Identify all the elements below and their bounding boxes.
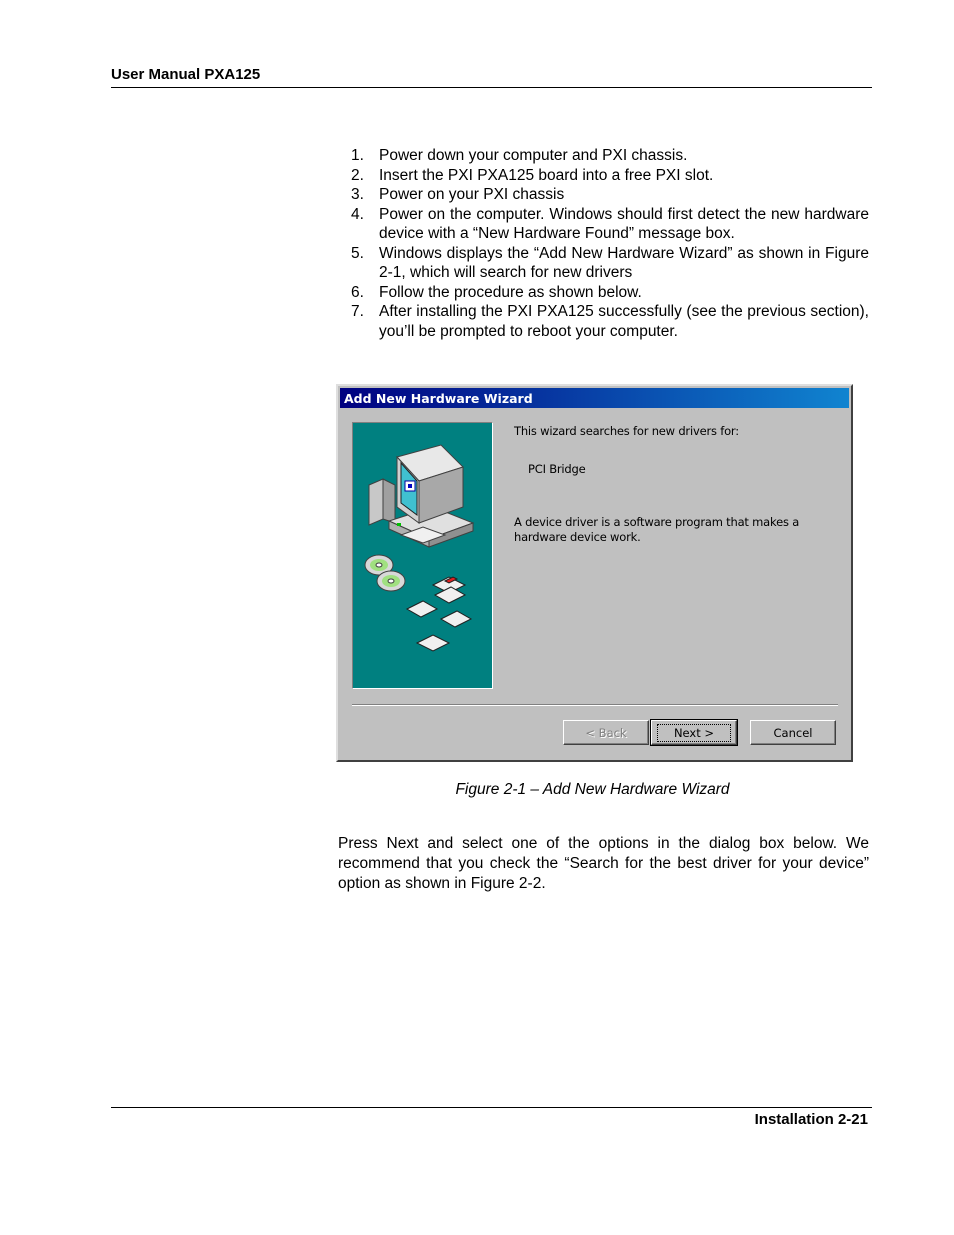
list-item <box>338 185 869 205</box>
step-number: 1. <box>351 147 364 164</box>
installation-steps <box>338 146 869 341</box>
back-button[interactable] <box>563 720 649 745</box>
list-item <box>338 166 869 186</box>
step-text: After installing the PXI PXA125 successfully (see the previous section), you’ll be prompted to reboot your computer. <box>379 303 869 340</box>
next-button[interactable] <box>651 720 737 745</box>
wizard-illustration <box>352 422 493 689</box>
header-title: User Manual PXA125 <box>111 66 261 83</box>
step-number: 3. <box>351 186 364 203</box>
computer-cds-floppies-icon <box>353 423 492 688</box>
footer-page-label: Installation 2-21 <box>754 1111 868 1128</box>
step-text: Insert the PXI PXA125 board into a free PXI slot. <box>379 166 714 184</box>
list-item <box>338 146 869 166</box>
list-item <box>338 205 869 244</box>
dialog-titlebar[interactable] <box>340 388 849 408</box>
header-rule <box>111 87 872 88</box>
list-item <box>338 283 869 303</box>
step-text: Power on your PXI chassis <box>379 186 565 203</box>
body-paragraph: Press Next and select one of the options in the dialog box below. We recommend that you check the “Search for the best driver for your device” option as shown in Figure 2-2. <box>338 835 869 892</box>
step-number: 6. <box>351 283 364 301</box>
back-button-label: < Back <box>585 725 627 740</box>
step-number: 5. <box>351 244 364 262</box>
list-item <box>338 244 869 283</box>
figure-caption: Figure 2-1 – Add New Hardware Wizard <box>455 781 730 798</box>
list-item <box>338 302 869 341</box>
step-text: Windows displays the “Add New Hardware Wizard” as shown in Figure 2-1, which will search for new drivers <box>379 244 869 281</box>
wizard-intro-text: This wizard searches for new drivers for: <box>514 424 739 438</box>
footer-rule <box>111 1107 872 1108</box>
next-button-label: Next > <box>657 724 731 742</box>
step-text: Follow the procedure as shown below. <box>379 283 642 301</box>
dialog-separator <box>352 704 838 706</box>
add-hardware-wizard-dialog <box>336 384 853 762</box>
step-text: Power down your computer and PXI chassis. <box>379 147 688 164</box>
step-number: 7. <box>351 303 364 320</box>
step-number: 2. <box>351 166 364 184</box>
step-text: Power on the computer. Windows should first detect the new hardware device with a “New Hardware Found” message box. <box>379 205 869 242</box>
cancel-button[interactable] <box>750 720 836 745</box>
device-name: PCI Bridge <box>528 462 586 476</box>
step-number: 4. <box>351 205 364 223</box>
dialog-title: Add New Hardware Wizard <box>344 391 533 406</box>
wizard-description: A device driver is a software program that makes a hardware device work. <box>514 515 800 544</box>
cancel-button-label: Cancel <box>773 725 813 740</box>
